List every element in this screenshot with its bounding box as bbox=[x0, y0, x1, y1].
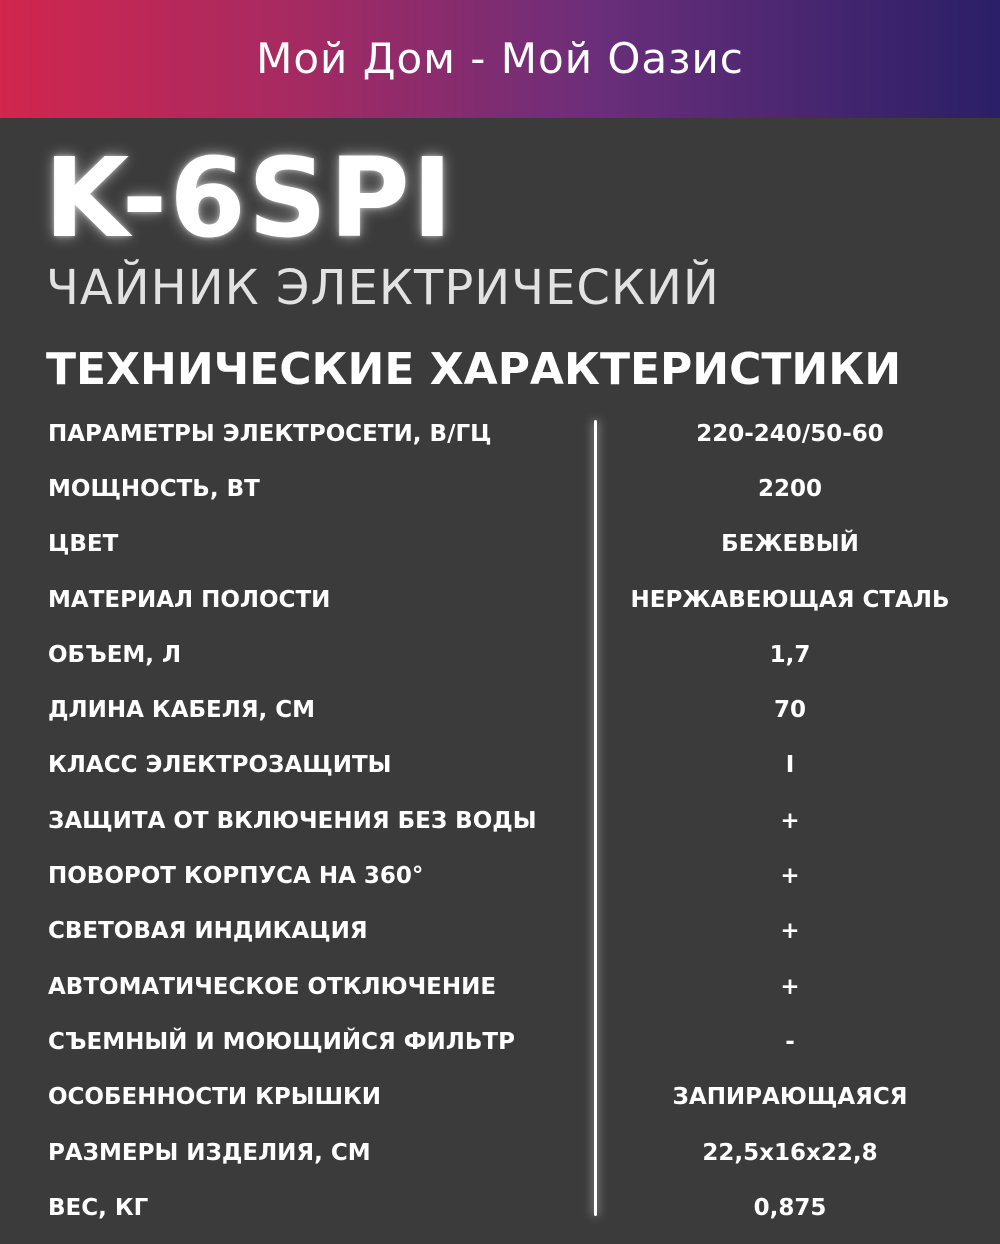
spec-row bbox=[0, 1070, 1000, 1125]
spec-label: РАЗМЕРЫ ИЗДЕЛИЯ, СМ bbox=[48, 1139, 371, 1166]
spec-value: 220-240/50-60 bbox=[696, 420, 884, 447]
spec-label: ЦВЕТ bbox=[48, 531, 119, 558]
spec-label: СЪЕМНЫЙ И МОЮЩИЙСЯ ФИЛЬТР bbox=[48, 1028, 515, 1055]
spec-row bbox=[0, 627, 1000, 682]
spec-value: + bbox=[780, 973, 800, 1000]
header-banner bbox=[0, 0, 1000, 118]
spec-row bbox=[0, 682, 1000, 737]
spec-label: ВЕС, КГ bbox=[48, 1194, 149, 1221]
spec-value: I bbox=[785, 752, 795, 779]
spec-row bbox=[0, 461, 1000, 516]
spec-label: ПОВОРОТ КОРПУСА НА 360° bbox=[48, 863, 424, 890]
banner-title: Мой Дом - Мой Оазис bbox=[256, 33, 744, 83]
spec-row bbox=[0, 793, 1000, 848]
spec-value: 22,5x16x22,8 bbox=[702, 1139, 878, 1166]
spec-value: БЕЖЕВЫЙ bbox=[721, 531, 859, 558]
spec-value: + bbox=[780, 918, 800, 945]
spec-row bbox=[0, 959, 1000, 1014]
spec-row bbox=[0, 572, 1000, 627]
spec-label: ОСОБЕННОСТИ КРЫШКИ bbox=[48, 1084, 382, 1111]
spec-label: ЗАЩИТА ОТ ВКЛЮЧЕНИЯ БЕЗ ВОДЫ bbox=[48, 807, 537, 834]
spec-value: 0,875 bbox=[753, 1194, 827, 1221]
spec-row bbox=[0, 1180, 1000, 1235]
spec-row bbox=[0, 1125, 1000, 1180]
spec-value: ЗАПИРАЮЩАЯСЯ bbox=[672, 1084, 908, 1111]
spec-value: + bbox=[780, 807, 800, 834]
product-type: ЧАЙНИК ЭЛЕКТРИЧЕСКИЙ bbox=[46, 260, 720, 316]
spec-value: 2200 bbox=[757, 475, 822, 502]
spec-row bbox=[0, 738, 1000, 793]
product-model: K-6SPI bbox=[44, 134, 455, 262]
spec-value: 70 bbox=[773, 697, 806, 724]
specs-heading: ТЕХНИЧЕСКИЕ ХАРАКТЕРИСТИКИ bbox=[46, 344, 902, 395]
spec-row bbox=[0, 904, 1000, 959]
spec-row bbox=[0, 1014, 1000, 1069]
spec-row bbox=[0, 517, 1000, 572]
spec-value: - bbox=[785, 1028, 795, 1055]
spec-label: МАТЕРИАЛ ПОЛОСТИ bbox=[48, 586, 331, 613]
spec-label: КЛАСС ЭЛЕКТРОЗАЩИТЫ bbox=[48, 752, 392, 779]
specs-table bbox=[0, 406, 1000, 1235]
spec-label: ОБЪЕМ, Л bbox=[48, 641, 182, 668]
spec-label: АВТОМАТИЧЕСКОЕ ОТКЛЮЧЕНИЕ bbox=[48, 973, 497, 1000]
spec-row bbox=[0, 406, 1000, 461]
spec-value: 1,7 bbox=[769, 641, 811, 668]
spec-label: СВЕТОВАЯ ИНДИКАЦИЯ bbox=[48, 918, 368, 945]
spec-label: ПАРАМЕТРЫ ЭЛЕКТРОСЕТИ, В/ГЦ bbox=[48, 420, 492, 447]
spec-label: ДЛИНА КАБЕЛЯ, СМ bbox=[48, 697, 316, 724]
spec-row bbox=[0, 848, 1000, 903]
spec-label: МОЩНОСТЬ, ВТ bbox=[48, 475, 260, 502]
spec-value: + bbox=[780, 863, 800, 890]
spec-value: НЕРЖАВЕЮЩАЯ СТАЛЬ bbox=[630, 586, 950, 613]
